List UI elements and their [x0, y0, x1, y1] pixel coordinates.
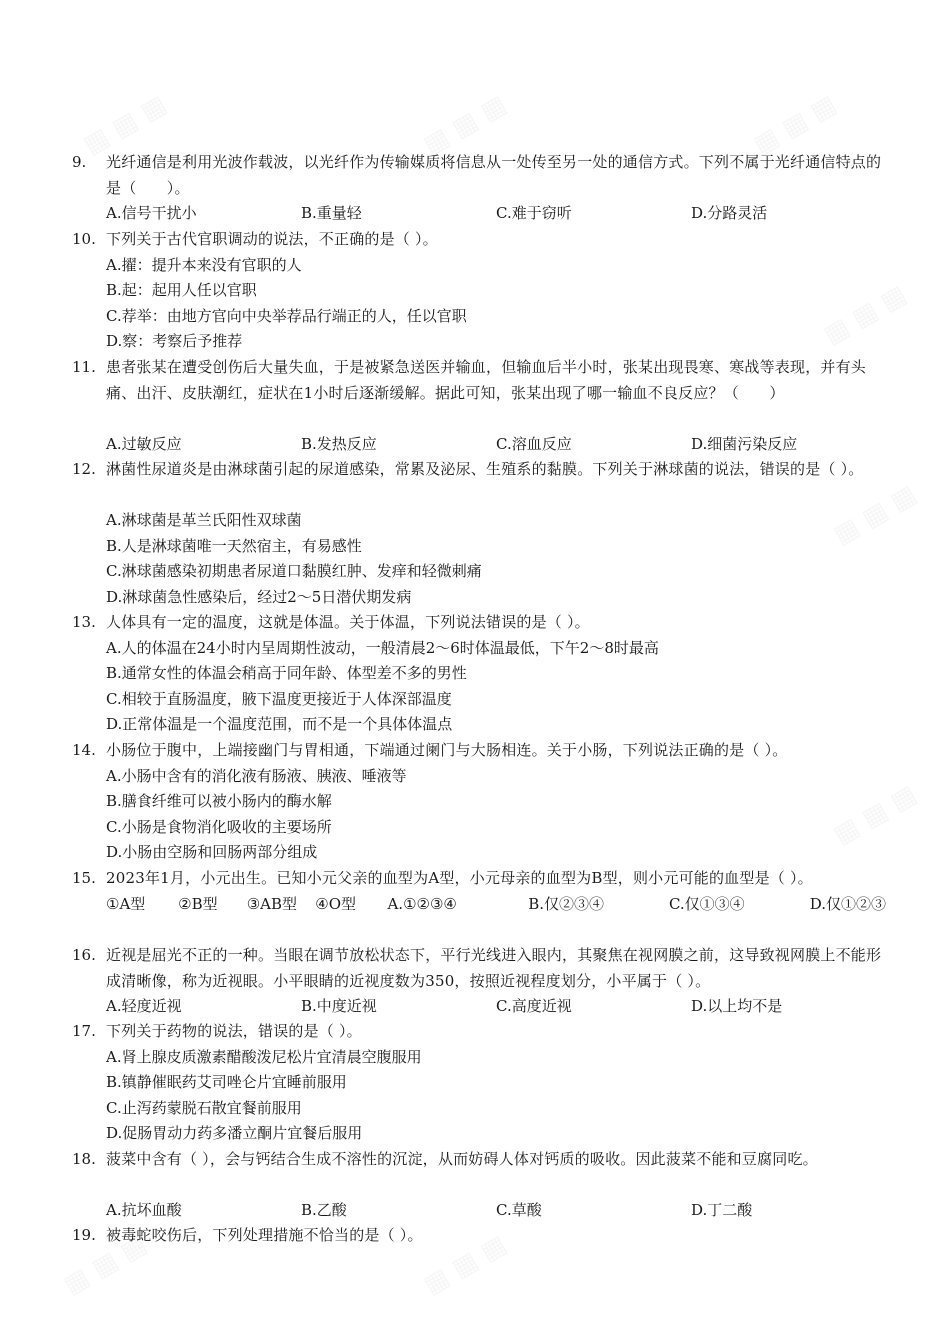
options [106, 892, 886, 918]
option-b: B.发热反应 [301, 434, 377, 453]
question-number: 17. [72, 1022, 96, 1040]
options [106, 1045, 886, 1147]
option-b: B.乙酸 [301, 1201, 347, 1219]
option-d: D.细菌污染反应 [691, 434, 798, 453]
option-a: A.抗坏血酸 [106, 1201, 182, 1219]
question-stem: 2023年1月，小元出生。已知小元父亲的血型为A型，小元母亲的血型为B型，则小元可能的血型是（ ）。 [106, 869, 813, 887]
option-d: D.小肠由空肠和回肠两部分组成 [106, 843, 318, 861]
option-c: C.淋球菌感染初期患者尿道口黏膜红肿、发痒和轻微刺痛 [106, 562, 482, 580]
option-c: C.止泻药蒙脱石散宜餐前服用 [106, 1098, 302, 1117]
option-b: B.通常女性的体温会稍高于同年龄、体型差不多的男性 [106, 664, 467, 682]
question-number: 12. [72, 460, 96, 478]
question-stem: 患者张某在遭受创伤后大量失血，于是被紧急送医并输血，但输血后半小时，张某出现畏寒、寒战等表现，并有头痛、出汗、皮肤潮红，症状在1小时后逐渐缓解。据此可知，张某出现了哪一输血不良反应？（ ） [106, 358, 867, 402]
question-number: 15. [72, 869, 96, 887]
option-d: D.促肠胃动力药多潘立酮片宜餐后服用 [106, 1124, 363, 1142]
option-b: B.重量轻 [301, 204, 362, 222]
options [106, 201, 886, 227]
option-c: C.难于窃听 [496, 204, 572, 222]
question-stem: 人体具有一定的温度，这就是体温。关于体温，下列说法错误的是（ ）。 [106, 613, 590, 631]
option-c: C.溶血反应 [496, 434, 572, 453]
option-a: A.信号干扰小 [106, 204, 197, 222]
question-number: 18. [72, 1150, 96, 1168]
options [106, 432, 886, 458]
options [106, 994, 886, 1020]
question-number: 10. [72, 230, 96, 248]
options [106, 636, 886, 738]
question-number: 16. [72, 946, 96, 964]
question-stem: 小肠位于腹中，上端接幽门与胃相通，下端通过阑门与大肠相连。关于小肠，下列说法正确的是（ ）。 [106, 741, 788, 759]
option-c: C.小肠是食物消化吸收的主要场所 [106, 817, 332, 836]
option-a: A.肾上腺皮质激素醋酸泼尼松片宜清晨空腹服用 [106, 1047, 422, 1066]
option-a: A.①②③④ [387, 894, 457, 913]
option-d: D.正常体温是一个温度范围，而不是一个具体体温点 [106, 715, 453, 733]
option-c: C.草酸 [496, 1201, 542, 1219]
blood-type-o: ④O型 [315, 894, 357, 913]
option-d: D.丁二酸 [691, 1201, 753, 1219]
question-stem: 淋菌性尿道炎是由淋球菌引起的尿道感染，常累及泌尿、生殖系的黏膜。下列关于淋球菌的说法，错误的是（ ）。 [106, 460, 864, 478]
question-number: 13. [72, 613, 96, 631]
option-b: B.中度近视 [301, 997, 377, 1015]
options [106, 508, 886, 610]
question-stem: 近视是屈光不正的一种。当眼在调节放松状态下，平行光线进入眼内，其聚焦在视网膜之前，这导致视网膜上不能形成清晰像，称为近视眼。小平眼睛的近视度数为350，按照近视程度划分，小平属于（ ）。 [106, 946, 882, 990]
question-stem: 下列关于古代官职调动的说法，不正确的是（ ）。 [106, 230, 438, 248]
option-a: A.轻度近视 [106, 997, 182, 1015]
options [106, 253, 886, 355]
option-c: C.相较于直肠温度，腋下温度更接近于人体深部温度 [106, 689, 452, 708]
option-b: B.起：起用人任以官职 [106, 281, 257, 299]
question-stem: 菠菜中含有（ ），会与钙结合生成不溶性的沉淀，从而妨碍人体对钙质的吸收。因此菠菜不能和豆腐同吃。 [106, 1150, 818, 1168]
option-a: A.人的体温在24小时内呈周期性波动，一般清晨2～6时体温最低，下午2～8时最高 [106, 638, 659, 657]
question-number: 19. [72, 1226, 96, 1244]
option-d: D.淋球菌急性感染后，经过2～5日潜伏期发病 [106, 587, 412, 606]
option-a: A.过敏反应 [106, 434, 182, 453]
question-number: 14. [72, 741, 96, 759]
question-stem: 下列关于药物的说法，错误的是（ ）。 [106, 1022, 362, 1040]
blood-type-a: ①A型 [106, 894, 146, 913]
option-a: A.淋球菌是革兰氏阳性双球菌 [106, 511, 302, 529]
blood-type-ab: ③AB型 [246, 894, 298, 913]
question-stem: 光纤通信是利用光波作载波，以光纤作为传输媒质将信息从一处传至另一处的通信方式。下列不属于光纤通信特点的是（ ）。 [106, 153, 882, 197]
options [106, 764, 886, 866]
option-d: D.以上均不是 [691, 997, 783, 1015]
question-number: 9. [72, 153, 87, 171]
option-d: D.察：考察后予推荐 [106, 332, 243, 350]
option-c: C.荐举：由地方官向中央举荐品行端正的人，任以官职 [106, 306, 467, 325]
option-a: A.小肠中含有的消化液有肠液、胰液、唾液等 [106, 766, 407, 785]
option-c: C.仅①③④ [668, 894, 745, 913]
option-d: D.分路灵活 [691, 204, 768, 222]
question-number: 11. [72, 358, 96, 376]
options [106, 1198, 886, 1224]
option-d: D.仅①②③ [809, 894, 886, 913]
option-c: C.高度近视 [496, 997, 572, 1015]
option-b: B.镇静催眠药艾司唑仑片宜睡前服用 [106, 1073, 347, 1091]
blood-type-b: ②B型 [178, 894, 218, 913]
option-a: A.擢：提升本来没有官职的人 [106, 255, 302, 274]
option-b: B.人是淋球菌唯一天然宿主，有易感性 [106, 536, 362, 555]
question-stem: 被毒蛇咬伤后，下列处理措施不恰当的是（ ）。 [106, 1226, 423, 1244]
option-b: B.膳食纤维可以被小肠内的酶水解 [106, 792, 332, 810]
option-b: B.仅②③④ [528, 894, 605, 913]
